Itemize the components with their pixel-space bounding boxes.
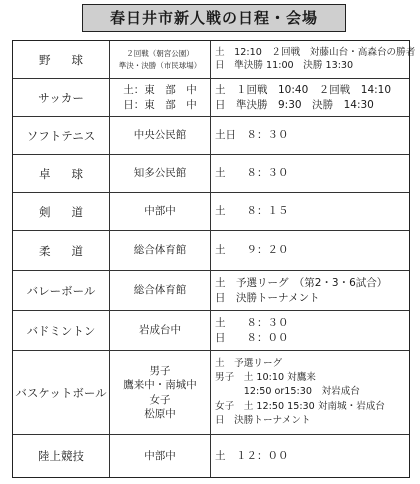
- page-title: 春日井市新人戦の日程・会場: [82, 4, 346, 32]
- schedule-line: 日 準決勝 9:30 決勝 14:30: [215, 98, 374, 111]
- table-row-basketball: [13, 351, 409, 435]
- table-row-judo: [13, 231, 409, 271]
- venue-line: 松原中: [144, 407, 176, 420]
- event-name: 柔: [39, 243, 51, 258]
- schedule-cell: [211, 193, 409, 230]
- event-cell: [13, 435, 110, 477]
- event-cell: [13, 311, 110, 350]
- event-name: バスケットボール: [15, 385, 107, 400]
- table-row-badminton: [13, 311, 409, 351]
- schedule-line: 日 ８：００: [215, 331, 289, 344]
- venue-line: 鷹来中・南城中: [123, 379, 197, 392]
- schedule-line: 土日 ８：３０: [215, 129, 289, 142]
- table-row-volleyball: [13, 271, 409, 311]
- table-row-soft-tennis: [13, 117, 409, 155]
- venue-line: 土：東 部 中: [123, 84, 197, 97]
- venue-cell: [110, 231, 211, 270]
- event-name: 陸上競技: [38, 449, 84, 463]
- venue-cell: [110, 79, 211, 116]
- schedule-line: 日 決勝トーナメント: [215, 415, 311, 427]
- schedule-table: [12, 40, 416, 478]
- table-row-baseball: [13, 41, 416, 79]
- table-row-table-tennis: [13, 155, 409, 193]
- schedule-cell: [211, 155, 409, 192]
- schedule-cell: [211, 117, 409, 154]
- venue-line: 岩成台中: [139, 324, 181, 337]
- event-name: サッカー: [38, 90, 84, 105]
- schedule-cell: [211, 79, 409, 116]
- venue-cell: [110, 193, 211, 230]
- event-name: 道: [71, 204, 83, 219]
- venue-cell: [110, 311, 211, 350]
- venue-line: 総合体育館: [133, 244, 187, 257]
- schedule-line: 土 ８：３０: [215, 167, 289, 180]
- venue-line: 中央公民館: [133, 129, 187, 142]
- event-cell: [13, 155, 110, 192]
- event-cell: [13, 79, 110, 116]
- schedule-line: 土 ９：２０: [215, 244, 289, 257]
- event-cell: [13, 41, 110, 78]
- schedule-cell: [211, 41, 416, 78]
- venue-line: 総合体育館: [133, 284, 187, 297]
- schedule-line: 日 準決勝 11:00 決勝 13:30: [215, 59, 354, 71]
- schedule-line: 12:50 or15:30 対岩成台: [215, 386, 360, 398]
- event-name: 球: [71, 52, 83, 67]
- schedule-cell: [211, 271, 409, 310]
- event-name: 球: [71, 166, 83, 181]
- event-name: 道: [71, 243, 83, 258]
- event-name: ソフトテニス: [26, 128, 96, 143]
- table-row-athletics: [13, 435, 409, 477]
- venue-line: 女子: [149, 393, 171, 406]
- event-cell: [13, 231, 110, 270]
- table-row-soccer: [13, 79, 409, 117]
- event-cell: [13, 193, 110, 230]
- table-row-kendo: [13, 193, 409, 231]
- venue-line: 日：東 部 中: [123, 98, 197, 111]
- venue-line: 知多公民館: [133, 167, 187, 180]
- schedule-line: 土 ８：３０: [215, 317, 289, 330]
- venue-cell: [110, 41, 211, 78]
- venue-line: 準決・決勝（市民球場）: [118, 60, 202, 70]
- venue-line: 中部中: [144, 205, 176, 218]
- venue-cell: [110, 271, 211, 310]
- schedule-line: 土 １２：００: [215, 449, 289, 462]
- schedule-line: 土 12:10 ２回戦 対藤山台・高森台の勝者: [215, 46, 416, 58]
- schedule-cell: [211, 351, 409, 434]
- venue-cell: [110, 155, 211, 192]
- schedule-line: 日 決勝トーナメント: [215, 291, 320, 304]
- event-name: バレーボール: [26, 283, 96, 298]
- event-name: 剣: [39, 204, 51, 219]
- venue-line: 中部中: [144, 449, 176, 462]
- schedule-cell: [211, 311, 409, 350]
- schedule-line: 土 １回戦 10:40 ２回戦 14:10: [215, 84, 392, 97]
- schedule-line: 土 予選リーグ: [215, 357, 283, 369]
- schedule-line: 女子 土 12:50 15:30 対南城・岩成台: [215, 400, 385, 412]
- schedule-line: 男子 土 10:10 対鷹来: [215, 371, 316, 383]
- schedule-line: 土 ８：１５: [215, 205, 289, 218]
- venue-cell: [110, 435, 211, 477]
- event-name: バドミントン: [26, 323, 96, 338]
- venue-line: ２回戦（朝宮公園）: [126, 48, 194, 58]
- venue-line: 男子: [149, 365, 171, 378]
- event-cell: [13, 351, 110, 434]
- schedule-line: 土 予選リーグ （第2・3・6試合）: [215, 277, 388, 290]
- event-cell: [13, 271, 110, 310]
- schedule-cell: [211, 231, 409, 270]
- venue-cell: [110, 117, 211, 154]
- event-name: 卓: [39, 166, 51, 181]
- venue-cell: [110, 351, 211, 434]
- event-cell: [13, 117, 110, 154]
- schedule-cell: [211, 435, 409, 477]
- event-name: 野: [39, 52, 51, 67]
